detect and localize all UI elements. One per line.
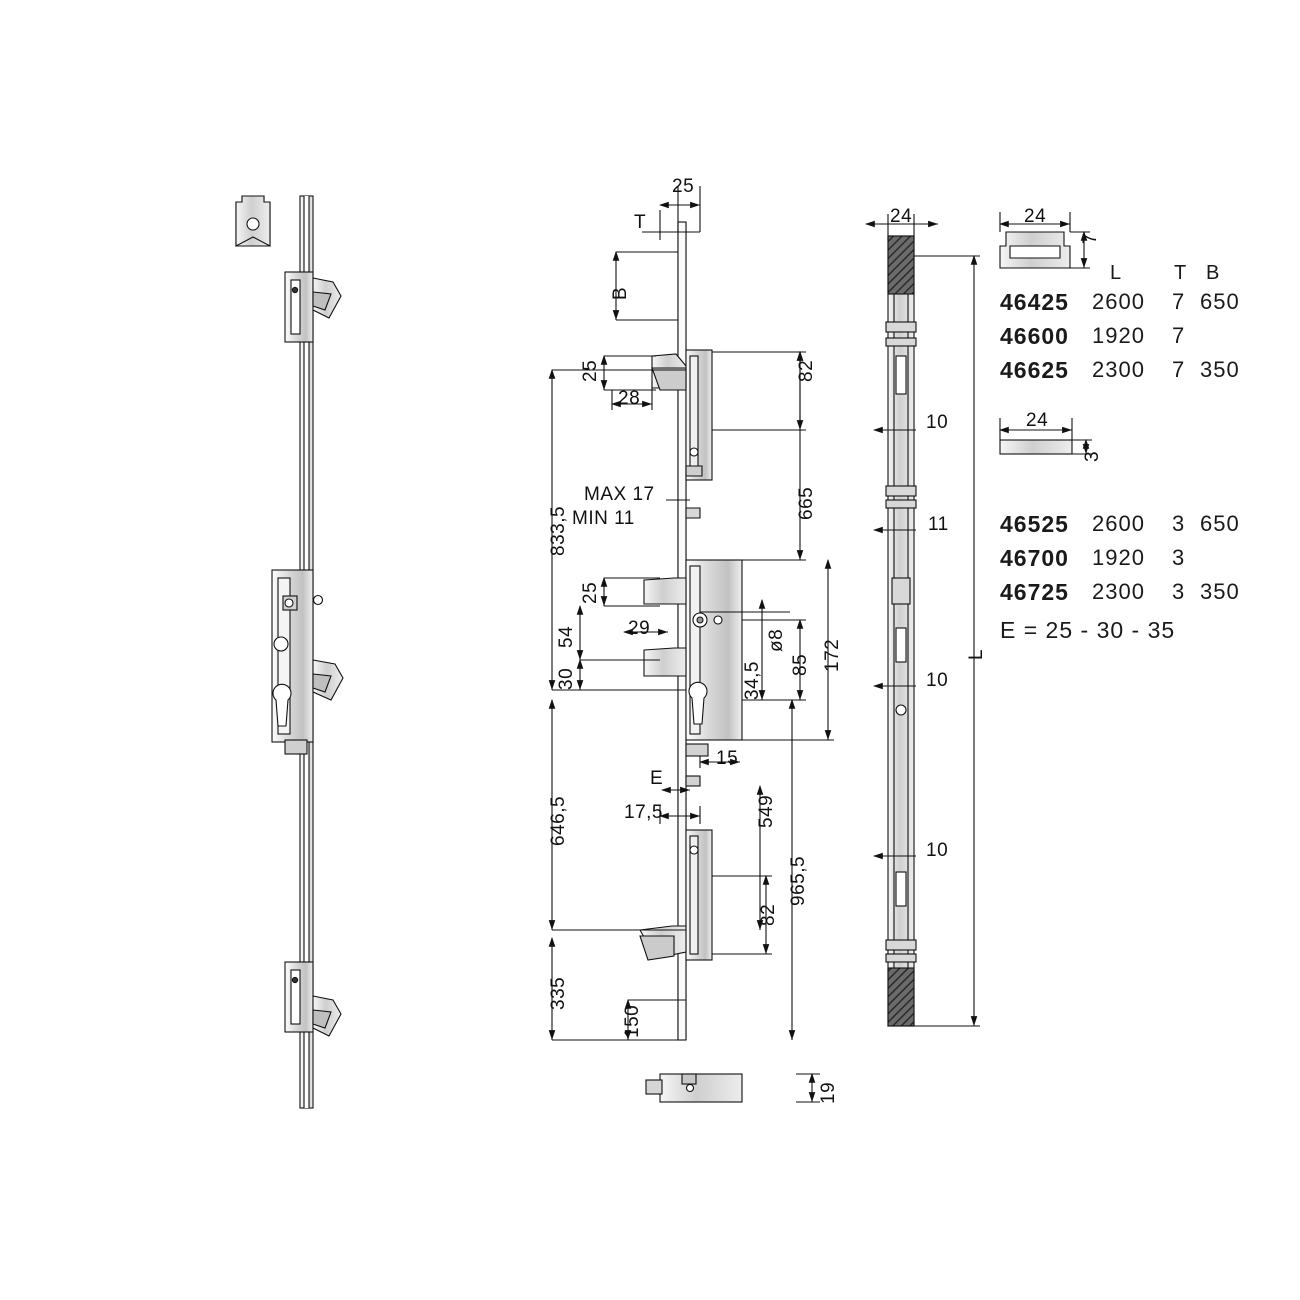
table-row-code: 46425 — [1000, 289, 1069, 315]
table-row-code: 46725 — [1000, 579, 1069, 605]
table1-header-L: L — [1110, 262, 1123, 284]
dim-section2-3: 3 — [1082, 450, 1103, 462]
table-row-L: 2300 — [1092, 357, 1145, 382]
dim-54: 54 — [556, 625, 577, 648]
table-row-B: 650 — [1200, 511, 1240, 536]
table1-header-B: B — [1206, 262, 1221, 284]
dim-82-top: 82 — [796, 359, 817, 382]
dim-min-11: MIN 11 — [572, 508, 635, 529]
dim-34-5: 34,5 — [742, 661, 763, 700]
table-row-B: 650 — [1200, 289, 1240, 314]
dim-19: 19 — [818, 1081, 839, 1104]
table-row-B: 350 — [1200, 579, 1240, 604]
dim-85: 85 — [790, 653, 811, 676]
table-row-T: 7 — [1172, 357, 1186, 382]
dim-833-5: 833,5 — [548, 505, 569, 556]
dim-strip-24: 24 — [890, 206, 913, 227]
table1-header-T: T — [1174, 262, 1188, 284]
dim-172: 172 — [822, 638, 843, 672]
table-row-code: 46525 — [1000, 511, 1069, 537]
table-row-T: 3 — [1172, 511, 1186, 536]
table-row-L: 1920 — [1092, 323, 1145, 348]
dim-15: 15 — [716, 748, 739, 769]
table-row-L: 2600 — [1092, 511, 1145, 536]
dim-25-mid: 25 — [580, 581, 601, 604]
dim-b-mark: B — [610, 286, 631, 300]
dim-dia-8: ø8 — [766, 628, 787, 652]
dim-section1-24: 24 — [1024, 206, 1047, 227]
dim-strip-10-a: 10 — [926, 412, 949, 433]
table-row-code: 46600 — [1000, 323, 1069, 349]
dim-25-upper: 25 — [580, 359, 601, 382]
dim-section1-7: 7 — [1080, 232, 1101, 244]
table-row-L: 1920 — [1092, 545, 1145, 570]
table-row-code: 46700 — [1000, 545, 1069, 571]
dim-82-bottom: 82 — [758, 903, 779, 926]
table-row-L: 2600 — [1092, 289, 1145, 314]
dim-549: 549 — [756, 794, 777, 828]
dim-t-mark: T — [634, 212, 647, 233]
dim-section2-24: 24 — [1026, 410, 1049, 431]
dim-30: 30 — [556, 667, 577, 690]
dim-strip-10-b: 10 — [926, 670, 949, 691]
table-row-B: 350 — [1200, 357, 1240, 382]
dim-top-width: 25 — [672, 176, 695, 197]
dim-e: E — [650, 768, 664, 789]
dim-29: 29 — [628, 618, 651, 639]
dim-strip-L: L — [966, 648, 987, 660]
table-row-T: 7 — [1172, 289, 1186, 314]
table-row-T: 7 — [1172, 323, 1186, 348]
dim-strip-10-c: 10 — [926, 840, 949, 861]
dim-strip-11: 11 — [928, 514, 949, 535]
dim-28: 28 — [618, 388, 641, 409]
table-note-E: E = 25 - 30 - 35 — [1000, 617, 1176, 643]
dim-150: 150 — [622, 1004, 643, 1038]
dim-max-17: MAX 17 — [584, 484, 655, 505]
table-row-L: 2300 — [1092, 579, 1145, 604]
dim-965-5: 965,5 — [788, 855, 809, 906]
table-row-T: 3 — [1172, 579, 1186, 604]
table-row-code: 46625 — [1000, 357, 1069, 383]
dim-17-5: 17,5 — [624, 802, 663, 823]
dim-646-5: 646,5 — [548, 795, 569, 846]
dim-335: 335 — [548, 976, 569, 1010]
dim-665: 665 — [796, 486, 817, 520]
table-row-T: 3 — [1172, 545, 1186, 570]
